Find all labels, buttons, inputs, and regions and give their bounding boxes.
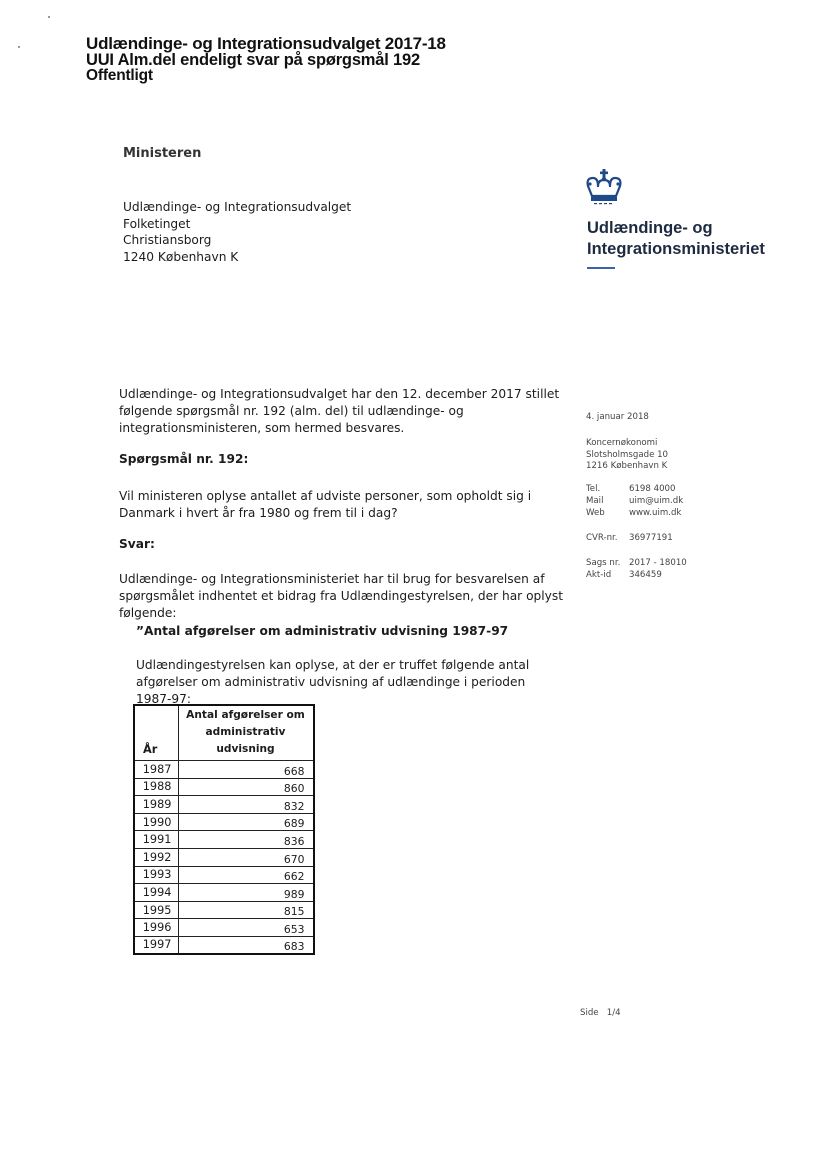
committee-stamp	[86, 36, 446, 84]
table-row	[134, 813, 314, 831]
case-value: 2017 - 18010	[629, 558, 687, 568]
value-cell: 832	[178, 796, 314, 814]
case-label: Sags nr.	[586, 558, 621, 568]
year-cell: 1997	[134, 936, 178, 954]
year-cell: 1993	[134, 866, 178, 884]
value-cell: 989	[178, 884, 314, 902]
intro-paragraph: Udlændinge- og Integrationsudvalget har den 12. december 2017 stillet følgende spørgsmål nr. 192 (alm. del) til udlændinge- og integrationsministeren, som hermed besvares.	[119, 387, 560, 435]
recipient-line: Udlændinge- og Integrationsudvalget	[123, 200, 352, 214]
sender-title: Ministeren	[123, 146, 202, 161]
contact-value: uim@uim.dk	[629, 496, 684, 506]
answer-paragraph: Udlændinge- og Integrationsministeriet har til brug for besvarelsen af spørgsmålet indhentet et bidrag fra Udlændingestyrelsen, der har oplyst følgende:	[119, 572, 563, 620]
case-label: Akt-id	[586, 570, 612, 580]
year-cell: 1987	[134, 761, 178, 779]
answer-heading: Svar:	[119, 537, 155, 551]
quote-paragraph: Udlændingestyrelsen kan oplyse, at der er truffet følgende antal afgørelser om administrativ udvisning af udlændinge i perioden 1987-97:	[136, 658, 530, 706]
value-cell: 689	[178, 813, 314, 831]
cvr-number	[586, 533, 673, 543]
page-label: Side	[580, 1008, 599, 1018]
question-heading: Spørgsmål nr. 192:	[119, 452, 249, 466]
act-id	[586, 570, 662, 580]
value-cell: 860	[178, 778, 314, 796]
contact-phone	[586, 484, 675, 494]
contact-label: Tel.	[586, 484, 601, 494]
contact-label: Mail	[586, 496, 604, 506]
ministry-name-line-2: Integrationsministeriet	[587, 240, 765, 258]
quote-heading: ”Antal afgørelser om administrativ udvisning 1987-97	[136, 624, 509, 638]
question-paragraph: Vil ministeren oplyse antallet af udviste personer, som opholdt sig i Danmark i hvert år fra 1980 og frem til i dag?	[119, 489, 532, 520]
year-cell: 1996	[134, 919, 178, 937]
recipient-line: Christiansborg	[123, 233, 212, 247]
header-year: År	[134, 705, 178, 761]
recipient-address	[123, 199, 351, 265]
table-body	[134, 761, 314, 955]
case-value: 346459	[629, 570, 662, 580]
logo-divider	[587, 267, 615, 269]
expulsion-table	[133, 704, 315, 955]
table-row	[134, 866, 314, 884]
address-line: Slotsholmsgade 10	[586, 449, 669, 460]
stamp-line-3: Offentligt	[86, 67, 153, 84]
year-cell: 1992	[134, 848, 178, 866]
value-cell: 670	[178, 848, 314, 866]
table-row	[134, 936, 314, 954]
cvr-value: 36977191	[629, 533, 673, 543]
value-cell: 662	[178, 866, 314, 884]
value-cell: 653	[178, 919, 314, 937]
year-cell: 1990	[134, 813, 178, 831]
year-cell: 1995	[134, 901, 178, 919]
contact-label: Web	[586, 508, 605, 518]
contact-web	[586, 508, 681, 518]
header-value: Antal afgørelser om administrativ udvisning	[178, 705, 314, 761]
year-cell: 1994	[134, 884, 178, 902]
table-row	[134, 796, 314, 814]
address-line: Koncernøkonomi	[586, 438, 658, 448]
address-line: 1216 København K	[586, 461, 668, 471]
recipient-line: 1240 København K	[123, 249, 239, 264]
contact-value: 6198 4000	[629, 484, 676, 494]
year-cell: 1991	[134, 831, 178, 849]
table-header-row	[134, 705, 314, 761]
value-cell: 815	[178, 901, 314, 919]
page-value: 1/4	[606, 1008, 621, 1018]
stamp-line-1: Udlændinge- og Integrationsudvalget 2017-18	[86, 34, 446, 53]
ministry-name-line-1: Udlændinge- og	[587, 219, 713, 237]
table-row	[134, 761, 314, 779]
year-cell: 1989	[134, 796, 178, 814]
page-number	[580, 1008, 621, 1018]
letter-date: 4. januar 2018	[586, 412, 649, 422]
crown-icon	[584, 168, 624, 206]
ministry-name	[587, 218, 765, 260]
table-row	[134, 778, 314, 796]
recipient-line: Folketinget	[123, 216, 191, 231]
table-row	[134, 901, 314, 919]
table-row	[134, 831, 314, 849]
year-cell: 1988	[134, 778, 178, 796]
sender-address	[586, 438, 668, 473]
stamp-line-2: UUI Alm.del endeligt svar på spørgsmål 192	[86, 51, 420, 69]
value-cell: 836	[178, 831, 314, 849]
contact-value: www.uim.dk	[629, 508, 682, 518]
table-row	[134, 848, 314, 866]
table-row	[134, 919, 314, 937]
value-cell: 668	[178, 761, 314, 779]
table-row	[134, 884, 314, 902]
value-cell: 683	[178, 936, 314, 954]
scan-speck	[48, 16, 50, 18]
cvr-label: CVR-nr.	[586, 533, 618, 543]
case-number	[586, 558, 687, 568]
scan-speck	[18, 46, 20, 48]
contact-mail	[586, 496, 683, 506]
